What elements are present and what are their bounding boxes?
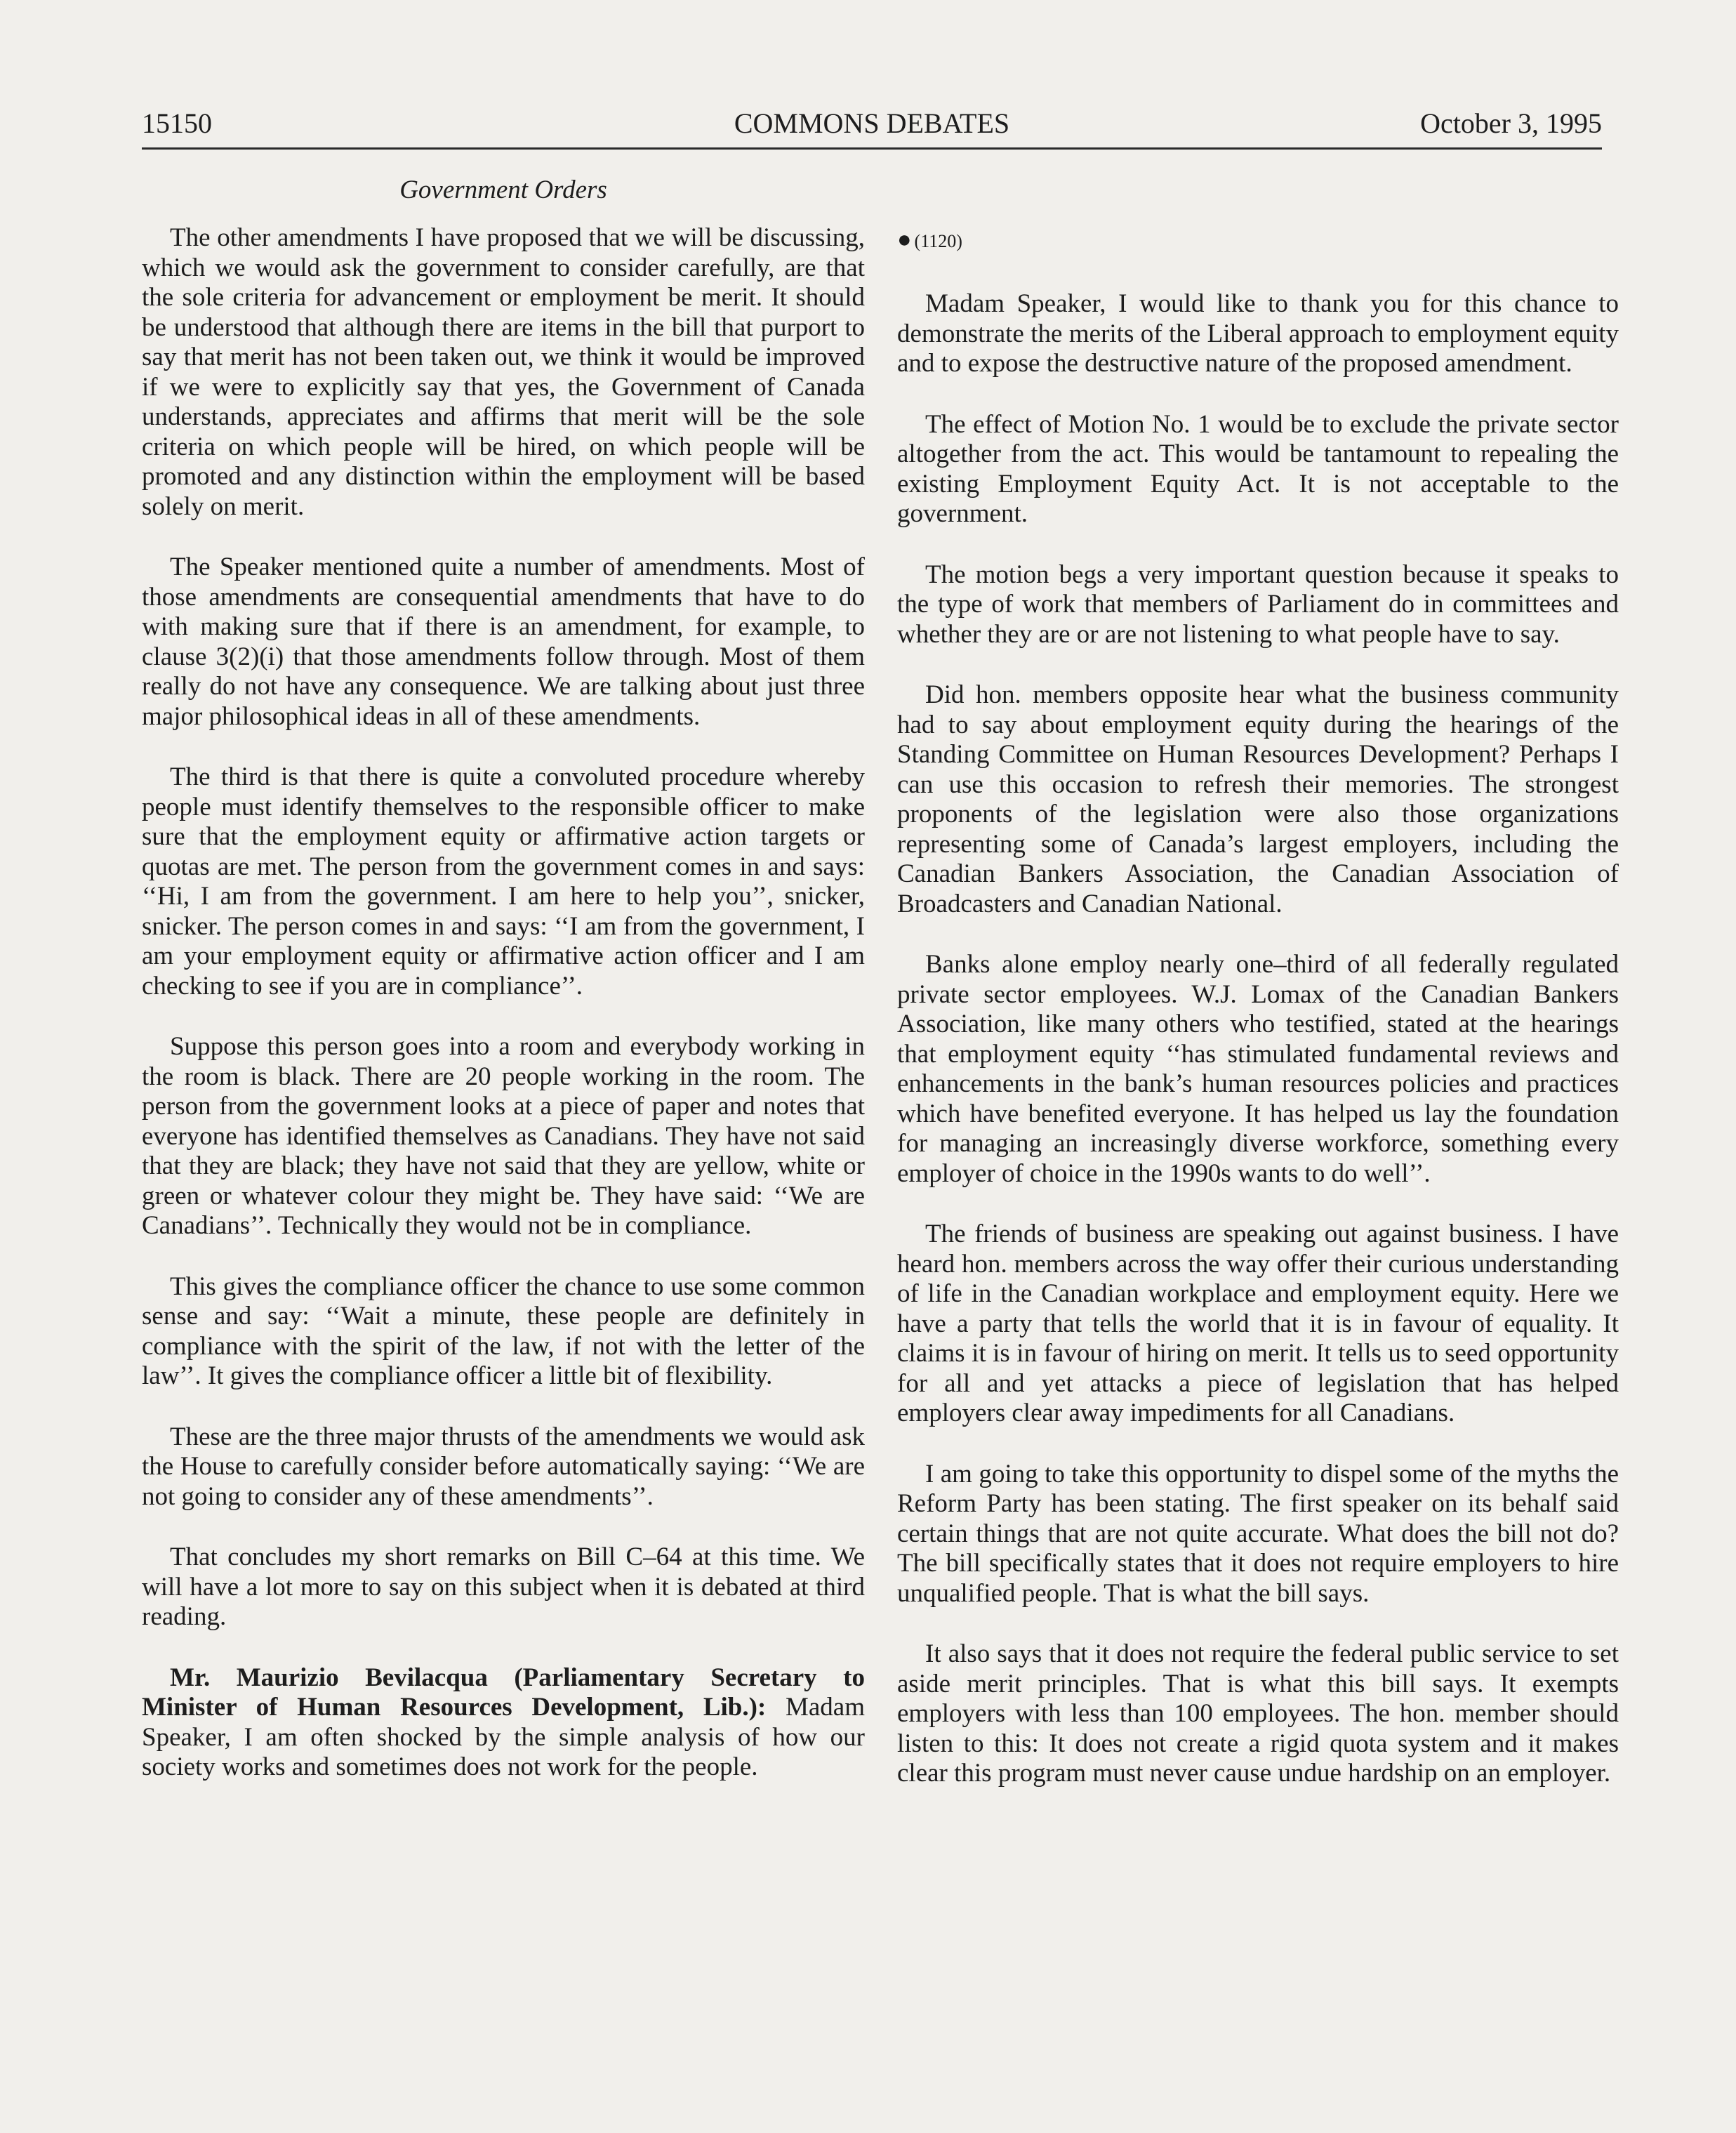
paragraph: I am going to take this opportunity to dispel some of the myths the Reform Party has been stating. The first speaker on its behalf said certain things that are not quite accurate. What does the bill not do? The bill specifically states that it does not require employers to hire unqualified people. That is what the bill says. (897, 1459, 1619, 1608)
paragraph: Banks alone employ nearly one–third of all federally regulated private sector employees. W.J. Lomax of the Canadian Bankers Association, like many others who testified, stated at the hearings that employment equity ‘‘has stimulated fundamental reviews and enhancements in the bank’s human resources policies and practices which have benefited everyone. It has helped us lay the foundation for managing an increasingly diverse workforce, something every employer of choice in the 1990s wants to do well’’. (897, 950, 1619, 1188)
page-header (142, 103, 1602, 145)
paragraph: These are the three major thrusts of the amendments we would ask the House to carefully consider before automatically saying: ‘‘We are not going to consider any of these amendments’’. (142, 1422, 865, 1511)
publication-title: COMMONS DEBATES (734, 107, 1010, 139)
section-title: Government Orders (399, 176, 607, 204)
paragraph: Madam Speaker, I would like to thank you for this chance to demonstrate the merits of the Liberal approach to employment equity and to expose the destructive nature of the proposed amendment. (897, 289, 1619, 378)
right-column (897, 223, 1619, 1820)
paragraph: The Speaker mentioned quite a number of amendments. Most of those amendments are consequential amendments that have to do with making sure that if there is an amendment, for example, to clause 3(2)(i) that those amendments follow through. Most of them really do not have any consequence. We are talking about just three major philosophical ideas in all of these amendments. (142, 553, 865, 731)
speaker-paragraph (142, 1663, 865, 1783)
paragraph: It also says that it does not require the federal public service to set aside merit principles. That is what this bill says. It exempts employers with less than 100 employees. The hon. member should listen to this: It does not create a rigid quota system and it makes clear this program must never cause undue hardship on an employer. (897, 1639, 1619, 1788)
paragraph: That concludes my short remarks on Bill C–64 at this time. We will have a lot more to say on this subject when it is debated at third reading. (142, 1543, 865, 1631)
paragraph: Suppose this person goes into a room and everybody working in the room is black. There are 20 people working in the room. The person from the government looks at a piece of paper and notes that everyone has identified themselves as Canadians. They have not said that they are black; they have not said that they are yellow, white or green or whatever colour they might be. They have said: ‘‘We are Canadians’’. Technically they would not be in compliance. (142, 1032, 865, 1240)
speaker-text: Madam Speaker, I am often shocked by the simple analysis of how our society works and sometimes does not work for the people. (142, 1693, 865, 1781)
time-marker (897, 223, 1619, 258)
time-marker-text: (1120) (914, 231, 962, 251)
left-column (142, 223, 865, 1783)
page-number: 15150 (142, 107, 212, 139)
header-rule (142, 147, 1602, 150)
paragraph: The effect of Motion No. 1 would be to exclude the private sector altogether from the act. This would be tantamount to repealing the existing Employment Equity Act. It is not acceptable to the government. (897, 409, 1619, 528)
paragraph: Did hon. members opposite hear what the business community had to say about employment equity during the hearings of the Standing Committee on Human Resources Development? Perhaps I can use this occasion to refresh their memories. The strongest proponents of the legislation were also those organizations representing some of Canada’s largest employers, including the Canadian Bankers Association, the Canadian Association of Broadcasters and Canadian National. (897, 680, 1619, 918)
publication-date: October 3, 1995 (1420, 107, 1602, 139)
bullet-icon: ● (897, 227, 912, 253)
paragraph: The third is that there is quite a convoluted procedure whereby people must identify themselves to the responsible officer to make sure that the employment equity or affirmative action targets or quotas are met. The person from the government comes in and says: ‘‘Hi, I am from the government. I am here to help you’’, snicker, snicker. The person comes in and says: ‘‘I am from the government, I am your employment equity or affirmative action officer and I am checking to see if you are in compliance’’. (142, 762, 865, 1001)
speaker-name: Mr. Maurizio Bevilacqua (Parliamentary Secretary to Minister of Human Resources Development, Lib.): (142, 1663, 865, 1722)
paragraph: The other amendments I have proposed that we will be discussing, which we would ask the government to consider carefully, are that the sole criteria for advancement or employment be merit. It should be understood that although there are items in the bill that purport to say that merit has not been taken out, we think it would be improved if we were to explicitly say that yes, the Government of Canada understands, appreciates and affirms that merit will be the sole criteria on which people will be hired, on which people will be promoted and any distinction within the employment will be based solely on merit. (142, 223, 865, 521)
paragraph: The friends of business are speaking out against business. I have heard hon. members across the way offer their curious understanding of life in the Canadian workplace and employment equity. Here we have a party that tells the world that it is in favour of equality. It claims it is in favour of hiring on merit. It tells us to seed opportunity for all and yet attacks a piece of legislation that has helped employers clear away impediments for all Canadians. (897, 1220, 1619, 1427)
paragraph: This gives the compliance officer the chance to use some common sense and say: ‘‘Wait a minute, these people are definitely in compliance with the spirit of the law, if not with the letter of the law’’. It gives the compliance officer a little bit of flexibility. (142, 1272, 865, 1390)
paragraph: The motion begs a very important question because it speaks to the type of work that members of Parliament do in committees and whether they are or are not listening to what people have to say. (897, 560, 1619, 649)
